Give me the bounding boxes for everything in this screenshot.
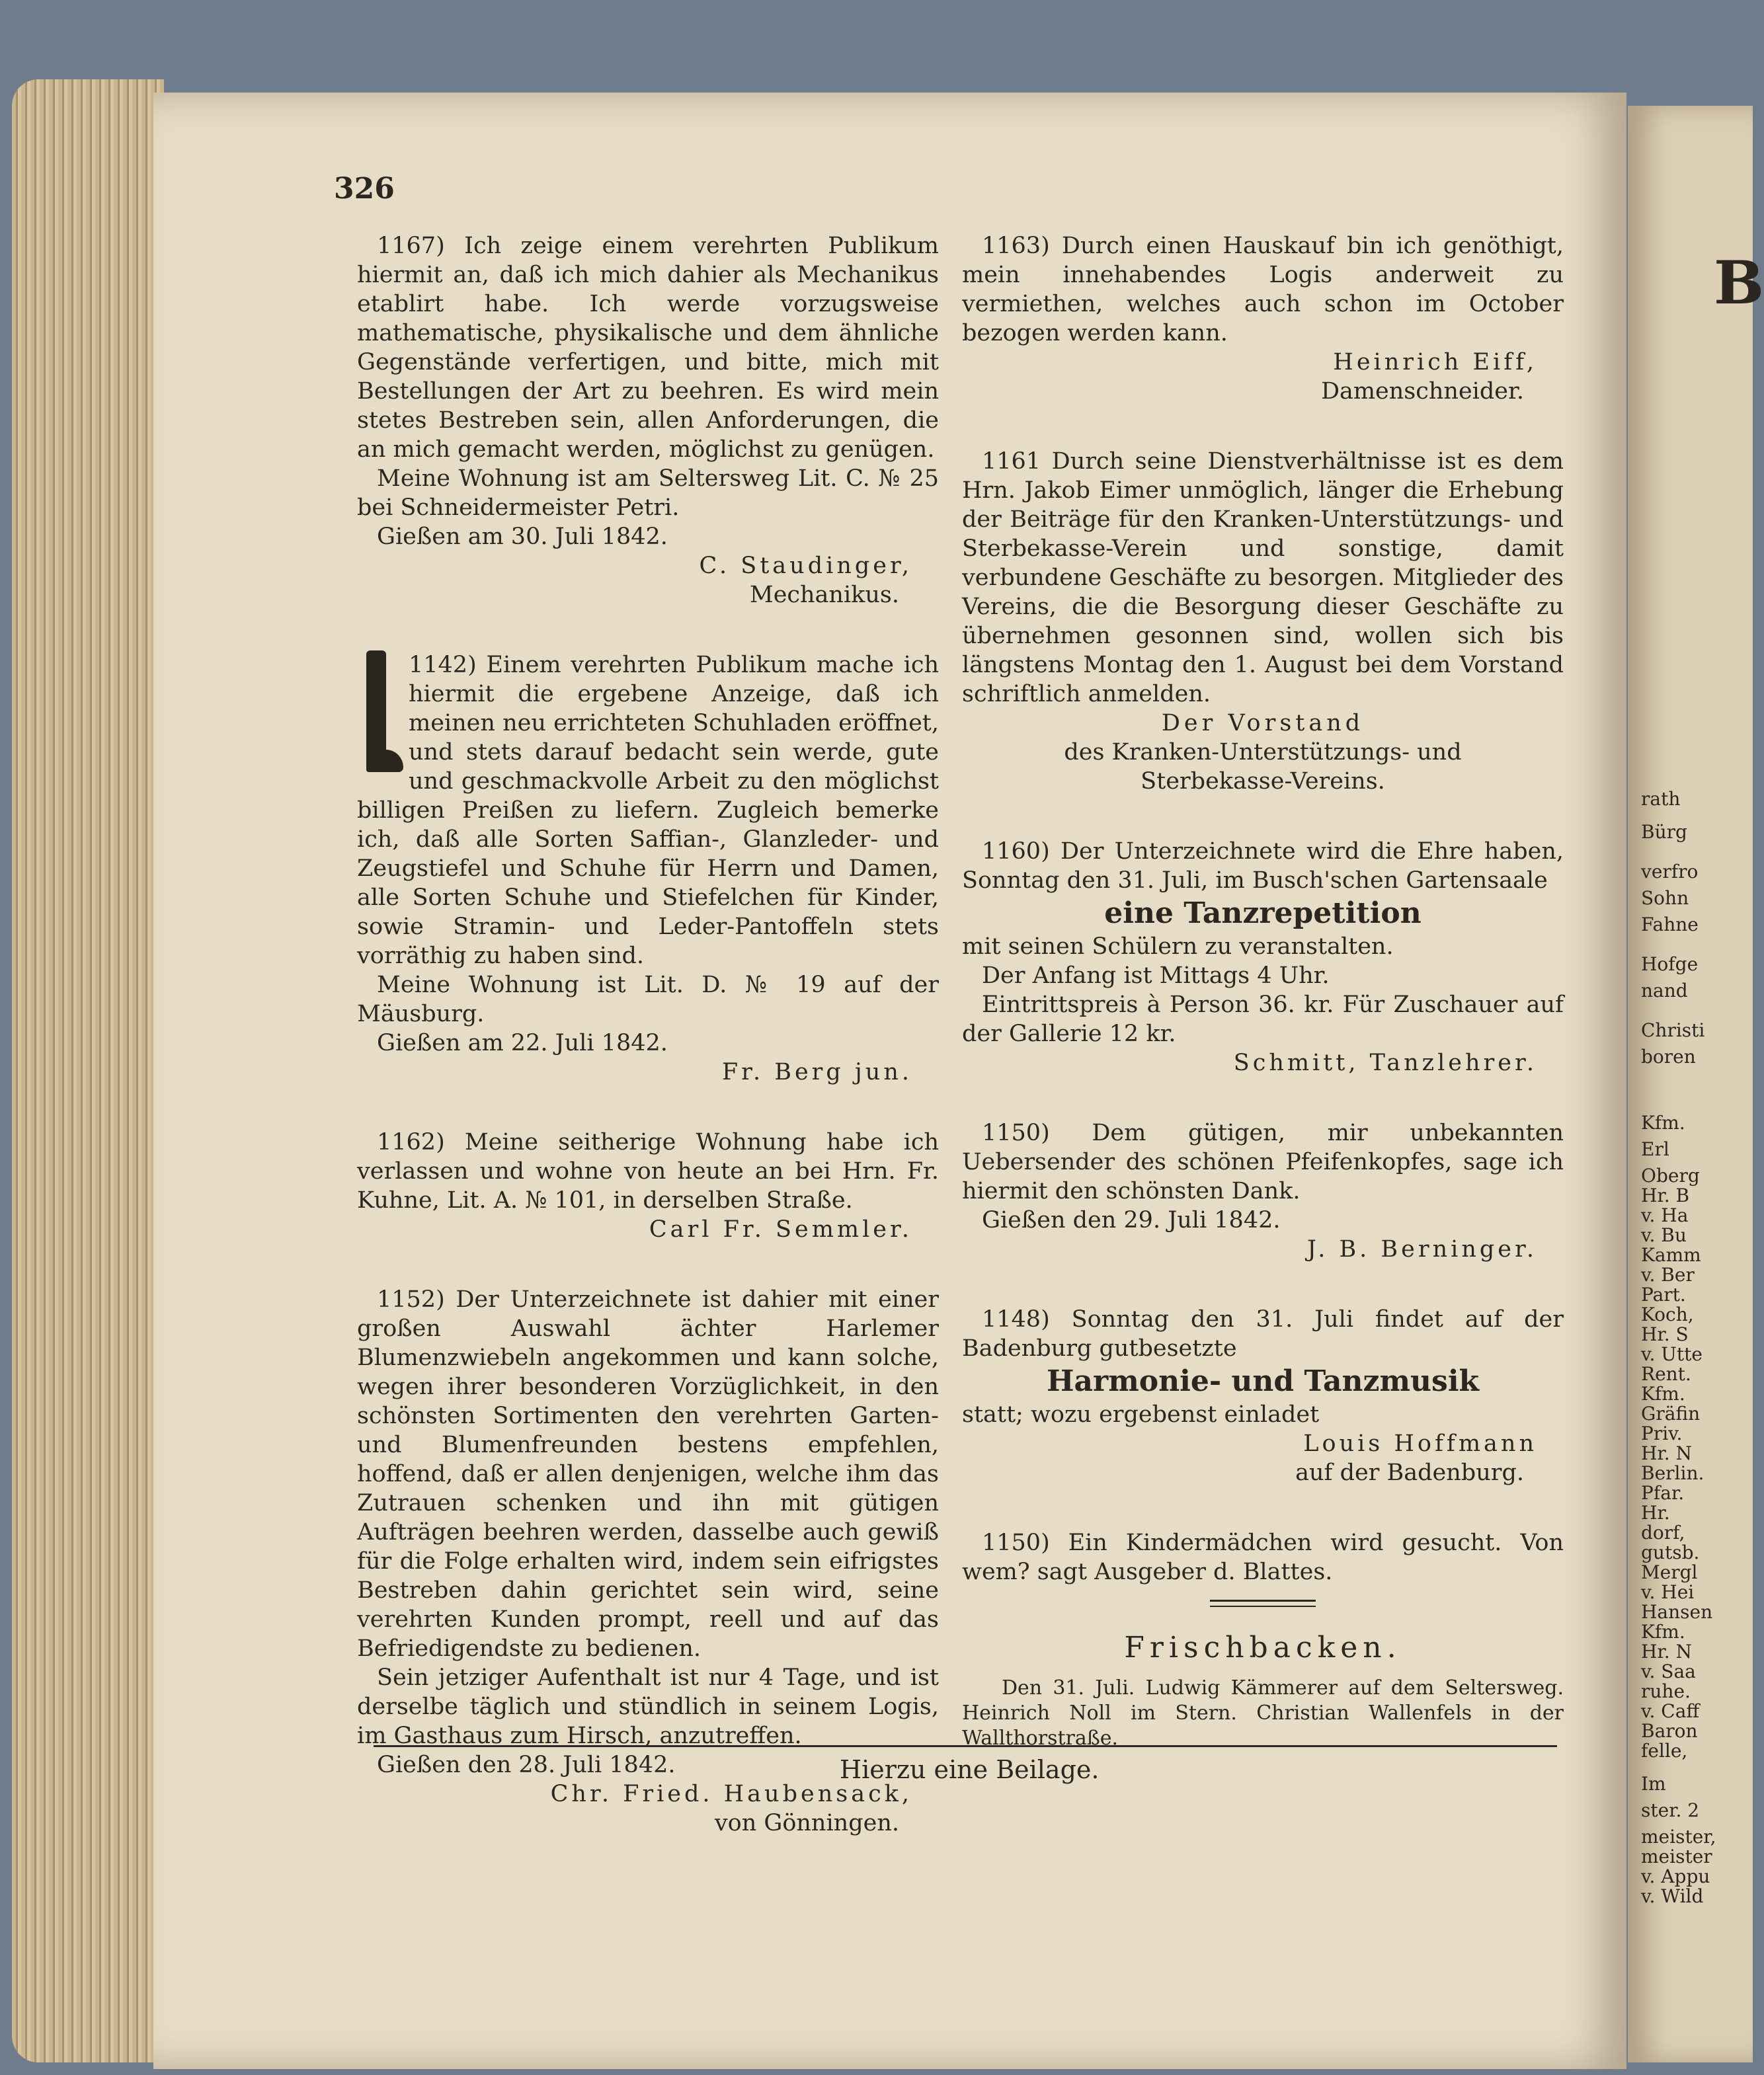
adjacent-page-line: meister, <box>1641 1826 1716 1848</box>
adjacent-page-line: Hofge <box>1641 953 1699 975</box>
ad-1148-headline: Harmonie- und Tanzmusik <box>1046 1364 1480 1398</box>
footer-rule <box>374 1745 1557 1747</box>
ad-1142-date: Gießen am 22. Juli 1842. <box>377 1030 668 1056</box>
ad-1162-signature: Carl Fr. Semmler. <box>649 1216 912 1243</box>
adjacent-page-line: boren <box>1641 1046 1696 1068</box>
ad-1162-body: 1162) Meine seitherige Wohnung habe ich verlassen und wohne von heute an bei Hrn. Fr. Kuhne, Lit. A. № 101, in derselben Straße. <box>357 1129 939 1214</box>
ad-1142-body: 1142) Einem verehrten Publikum mache ich hiermit die ergebene Anzeige, daß ich meinen neu errichteten Schuhladen eröffnet, und stets darauf bedacht sein werde, gute und geschmackvolle Arbeit zu den möglichst billigen Preißen zu liefern. Zugleich bemerke ich, daß alle Sorten Saffian-, Glanzleder- und Zeugstiefel und Schuhe für Herrn und Damen, alle Sorten Schuhe und Stiefelchen für Kinder, sowie Stramin- und Leder-Pantoffeln stets vorräthig zu haben sind. <box>357 652 939 969</box>
adjacent-page-line: Kfm. <box>1641 1621 1685 1643</box>
adjacent-page-line: dorf, <box>1641 1522 1685 1544</box>
book-page-edges <box>12 79 164 2062</box>
adjacent-page-line: v. Bu <box>1641 1224 1687 1246</box>
ad-1161-body: 1161 Durch seine Dienstverhältnisse ist es dem Hrn. Jakob Eimer unmöglich, länger die Erhebung der Beiträge für den Kranken-Unterstützungs- und Sterbekasse-Verein und sonstige, damit verbundene Geschäfte zu besorgen. Mitglieder des Vereins, die die Besorgung dieser Geschäfte zu übernehmen gesonnen sind, wollen sich bis längstens Montag den 1. August bei dem Vorstand schriftlich anmelden. <box>962 448 1564 707</box>
ad-1167-date: Gießen am 30. Juli 1842. <box>377 524 668 550</box>
adjacent-page-line: Hansen <box>1641 1601 1713 1623</box>
ad-1162 <box>357 1128 939 1244</box>
ad-1152-body: 1152) Der Unterzeichnete ist dahier mit einer großen Auswahl ächter Harlemer Blumenzwiebeln angekommen und kann solche, wegen ihrer besonderen Vorzüglichkeit, in den schönsten Sortimenten den verehrten Garten- und Blumenfreunden bestens empfehlen, hoffend, daß er allen denjenigen, welche ihm das Zutrauen schenken und ihn mit gütigen Aufträgen beehren werden, dasselbe auch gewiß für die Folge erhalten wird, indem sein eifrigstes Bestreben dahin gerichtet sein wird, seine verehrten Kunden prompt, reell und auf das Befriedigendste zu bedienen. <box>357 1286 939 1662</box>
ad-1160-body: mit seinen Schülern zu veranstalten. <box>962 933 1394 960</box>
ad-1167-address: Meine Wohnung ist am Seltersweg Lit. C. № 25 bei Schneidermeister Petri. <box>357 465 939 521</box>
adjacent-page-line: v. Saa <box>1641 1661 1696 1682</box>
ad-1148 <box>962 1305 1564 1487</box>
ad-1163-signature-title: Damenschneider. <box>1320 378 1524 405</box>
ad-1161-signature: Der Vorstand <box>1161 710 1365 736</box>
ad-1150a <box>962 1118 1564 1264</box>
adjacent-page-line: Gräfin <box>1641 1403 1701 1425</box>
ad-1163-signature: Heinrich Eiff, <box>1333 349 1537 375</box>
adjacent-page-line: Hr. N <box>1641 1641 1693 1663</box>
ad-1163-body: 1163) Durch einen Hauskauf bin ich genöthigt, mein innehabendes Logis anderweit zu vermiethen, welches auch schon im October bezogen werden kann. <box>962 233 1564 346</box>
ad-1167 <box>357 231 939 609</box>
ad-1150a-date: Gießen den 29. Juli 1842. <box>982 1207 1281 1233</box>
adjacent-page-line: felle, <box>1641 1740 1688 1762</box>
adjacent-page-line: Rent. <box>1641 1363 1691 1385</box>
ad-1160-signature: Schmitt, Tanzlehrer. <box>1233 1050 1537 1076</box>
ad-1150b-body: 1150) Ein Kindermädchen wird gesucht. Von wem? sagt Ausgeber d. Blattes. <box>962 1530 1564 1585</box>
ad-1161-signature-line2: des Kranken-Unterstützungs- und <box>1064 739 1462 765</box>
adjacent-page-line: v. Hei <box>1641 1581 1695 1603</box>
ad-1152-signature-place: von Gönningen. <box>714 1810 899 1836</box>
ad-1150a-signature: J. B. Berninger. <box>1306 1236 1537 1263</box>
ad-1160-headline: eine Tanzrepetition <box>1104 896 1422 930</box>
adjacent-page-line: Kfm. <box>1641 1383 1685 1405</box>
ad-1152-date: Gießen den 28. Juli 1842. <box>377 1752 676 1778</box>
adjacent-page-line: gutsb. <box>1641 1542 1700 1563</box>
adjacent-page-line: rath <box>1641 788 1681 810</box>
ad-1160 <box>962 837 1564 1077</box>
ad-1148-signature-place: auf der Badenburg. <box>1295 1460 1524 1486</box>
adjacent-page-line: v. Caff <box>1641 1700 1700 1722</box>
adjacent-page-line: Im <box>1641 1773 1666 1795</box>
ad-1167-signature: C. Staudinger, <box>699 553 912 579</box>
ad-1148-body: statt; wozu ergebenst einladet <box>962 1401 1320 1428</box>
right-column <box>962 231 1564 1751</box>
ad-1167-body: 1167) Ich zeige einem verehrten Publikum hiermit an, daß ich mich dahier als Mechanikus etablirt habe. Ich werde vorzugsweise mathematische, physikalische und dem ähnliche Gegenstände verfertigen, und bitte, mich mit Bestellungen der Art zu beehren. Es wird mein stetes Bestreben sein, allen Anforderungen, die an mich gemacht werden, möglichst zu genügen. <box>357 233 939 463</box>
ad-1160-intro: 1160) Der Unterzeichnete wird die Ehre haben, Sonntag den 31. Juli, im Busch'schen Gartensaale <box>962 838 1564 894</box>
adjacent-page-line: Part. <box>1641 1284 1686 1306</box>
page-number: 326 <box>334 172 395 206</box>
adjacent-page-line: verfro <box>1641 861 1699 882</box>
ad-1150a-body: 1150) Dem gütigen, mir unbekannten Uebersender des schönen Pfeifenkopfes, sage ich hiermit den schönsten Dank. <box>962 1120 1564 1204</box>
adjacent-page-line: v. Wild <box>1641 1885 1704 1907</box>
adjacent-page-line: ruhe. <box>1641 1680 1691 1702</box>
adjacent-page-line: Bürg <box>1641 821 1687 843</box>
adjacent-page-line: nand <box>1641 980 1688 1001</box>
ad-1161-signature-line3: Sterbekasse-Vereins. <box>1141 768 1385 795</box>
adjacent-page-line: Christi <box>1641 1019 1705 1041</box>
adjacent-page-big-letter: B <box>1714 248 1764 318</box>
footer-note: Hierzu eine Beilage. <box>840 1755 1100 1784</box>
adjacent-page-line: Hr. S <box>1641 1323 1689 1345</box>
adjacent-page-line: meister <box>1641 1846 1712 1867</box>
adjacent-page-line: Kamm <box>1641 1244 1701 1266</box>
frischbacken-body: Den 31. Juli. Ludwig Kämmerer auf dem Seltersweg. Heinrich Noll im Stern. Christian Wallenfels in der Wallthorstraße. <box>962 1676 1564 1750</box>
adjacent-page-line: Oberg <box>1641 1165 1700 1187</box>
frischbacken-title: Frischbacken. <box>1124 1631 1402 1664</box>
adjacent-page-line: Fahne <box>1641 914 1699 935</box>
ad-1163 <box>962 231 1564 406</box>
adjacent-page-line: Mergl <box>1641 1561 1698 1583</box>
left-column <box>357 231 939 1879</box>
adjacent-page-line: Hr. B <box>1641 1185 1690 1206</box>
ad-1161 <box>962 447 1564 796</box>
ad-1142 <box>357 650 939 1087</box>
ad-1150b <box>962 1528 1564 1586</box>
adjacent-page-line: Priv. <box>1641 1423 1683 1444</box>
frischbacken-section <box>962 1633 1564 1751</box>
adjacent-page-line: Kfm. <box>1641 1112 1685 1134</box>
ad-1148-signature: Louis Hoffmann <box>1303 1430 1537 1457</box>
adjacent-page-fragment <box>1628 106 1764 2062</box>
adjacent-page-line: v. Ber <box>1641 1264 1695 1286</box>
adjacent-page-line: v. Utte <box>1641 1343 1703 1365</box>
ad-1142-address: Meine Wohnung ist Lit. D. № 19 auf der Mäusburg. <box>357 972 939 1027</box>
adjacent-page-line: ster. 2 <box>1641 1799 1700 1821</box>
boot-icon <box>357 650 397 776</box>
ad-1160-price: Eintrittspreis à Person 36. kr. Für Zuschauer auf der Gallerie 12 kr. <box>962 992 1564 1047</box>
adjacent-page-line: Baron <box>1641 1720 1698 1742</box>
adjacent-page-line: Hr. <box>1641 1502 1670 1524</box>
ad-1160-start: Der Anfang ist Mittags 4 Uhr. <box>982 962 1330 989</box>
adjacent-page-line: Berlin. <box>1641 1462 1704 1484</box>
adjacent-page-line: Koch, <box>1641 1304 1694 1325</box>
section-divider <box>1210 1600 1316 1607</box>
adjacent-page-line: Erl <box>1641 1138 1669 1160</box>
adjacent-page-line: v. Appu <box>1641 1865 1710 1887</box>
adjacent-page-line: Sohn <box>1641 887 1689 909</box>
ad-1152-signature: Chr. Fried. Haubensack, <box>550 1781 912 1807</box>
ad-1142-signature: Fr. Berg jun. <box>721 1059 912 1085</box>
ad-1152-stay: Sein jetziger Aufenthalt ist nur 4 Tage, und ist derselbe täglich und stündlich in seinem Logis, im Gasthaus zum Hirsch, anzutreffen. <box>357 1664 939 1749</box>
ad-1148-intro: 1148) Sonntag den 31. Juli findet auf der Badenburg gutbesetzte <box>962 1306 1564 1362</box>
adjacent-page-line: Hr. N <box>1641 1442 1693 1464</box>
adjacent-page-line: Pfar. <box>1641 1482 1685 1504</box>
adjacent-page-line: v. Ha <box>1641 1204 1689 1226</box>
ad-1167-signature-title: Mechanikus. <box>749 582 899 608</box>
